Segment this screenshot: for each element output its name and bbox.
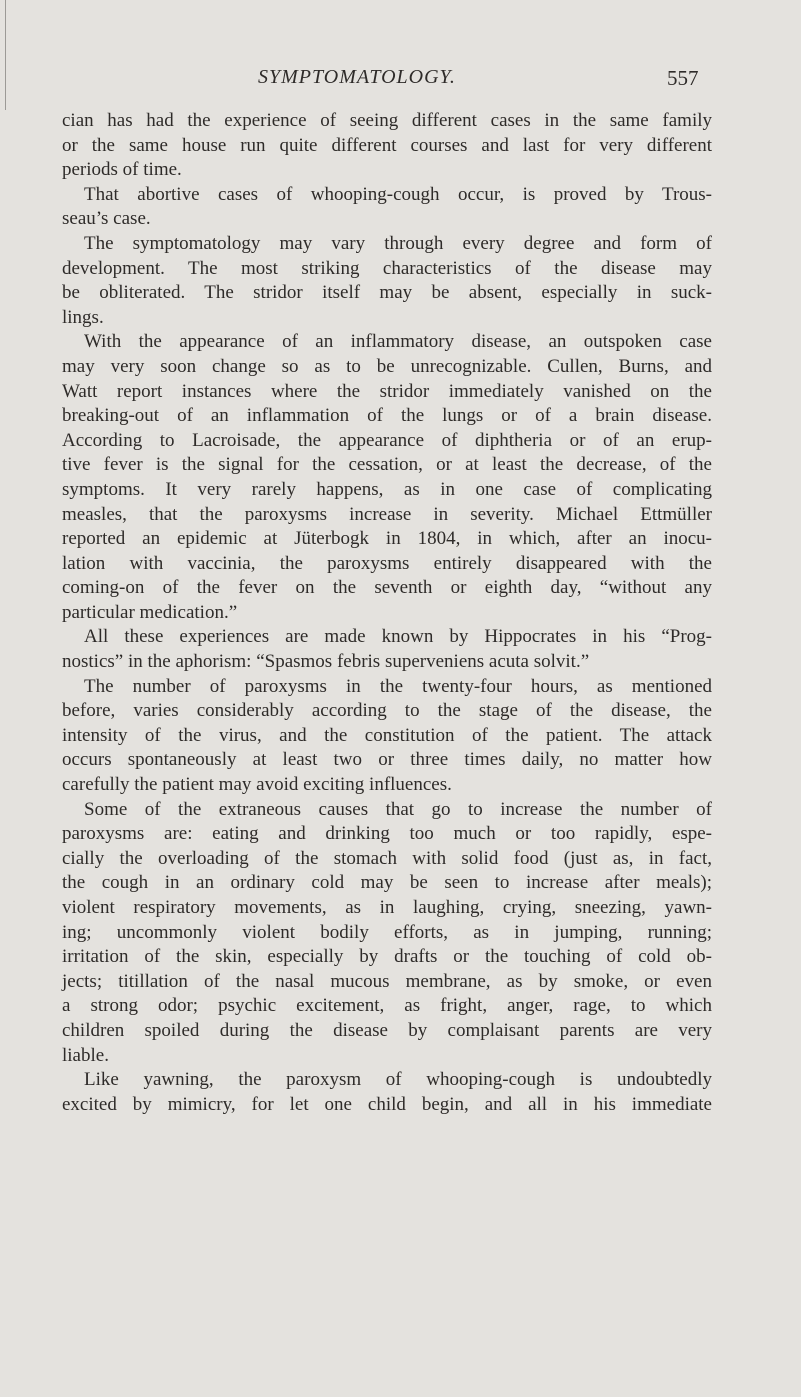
text-line: coming-on of the fever on the seventh or eighth day, “without any [62,577,712,599]
text-line: ing; uncommonly violent bodily efforts, as in jumping, running; [62,921,712,943]
text-line: jects; titillation of the nasal mucous membrane, as by smoke, or even [62,970,712,992]
text-line: carefully the patient may avoid exciting influences. [62,774,452,796]
text-line: All these experiences are made known by Hippocrates in his “Prog- [84,626,712,648]
text-line: children spoiled during the disease by complaisant parents are very [62,1019,712,1041]
text-line: measles, that the paroxysms increase in severity. Michael Ettmüller [62,503,712,525]
text-line: breaking-out of an inflammation of the lungs or of a brain disease. [62,405,712,427]
text-line: intensity of the virus, and the constitution of the patient. The attack [62,724,712,746]
text-line: The symptomatology may vary through every degree and form of [84,232,712,254]
text-line: Watt report instances where the stridor immediately vanished on the [62,380,712,402]
text-line: be obliterated. The stridor itself may be absent, especially in suck- [62,282,712,304]
text-line: before, varies considerably according to the stage of the disease, the [62,700,712,722]
text-line: a strong odor; psychic excitement, as fright, anger, rage, to which [62,995,712,1017]
text-line: violent respiratory movements, as in laughing, crying, sneezing, yawn- [62,897,712,918]
text-line: particular medication.” [62,601,238,623]
text-line: irritation of the skin, especially by drafts or the touching of cold ob- [62,946,712,968]
text-line: reported an epidemic at Jüterbogk in 1804, in which, after an inocu- [62,528,712,550]
text-line: development. The most striking characteristics of the disease may [62,257,712,279]
text-line: cially the overloading of the stomach with solid food (just as, in fact, [62,847,712,869]
text-line: With the appearance of an inflammatory disease, an outspoken case [84,331,712,353]
text-line: paroxysms are: eating and drinking too much or too rapidly, espe- [62,823,712,845]
text-line: symptoms. It very rarely happens, as in one case of complicating [62,478,712,500]
page-number: 557 [667,66,699,90]
text-line: liable. [62,1044,109,1066]
text-line: may very soon change so as to be unrecognizable. Cullen, Burns, and [62,355,712,377]
text-line: cian has had the experience of seeing different cases in the same family [62,110,712,131]
body-text [62,109,712,1117]
text-line: periods of time. [62,159,182,181]
text-line: excited by mimicry, for let one child begin, and all in his immediate [62,1093,712,1115]
text-line: nostics” in the aphorism: “Spasmos febris superveniens acuta solvit.” [62,651,590,673]
text-line: seau’s case. [62,208,151,230]
text-line: lation with vaccinia, the paroxysms entirely disappeared with the [62,552,712,574]
text-line: or the same house run quite different courses and last for very different [62,134,712,156]
running-header [0,66,801,98]
text-line: Some of the extraneous causes that go to increase the number of [84,798,712,820]
text-line: The number of paroxysms in the twenty-four hours, as mentioned [84,675,712,697]
text-line: the cough in an ordinary cold may be seen to increase after meals); [62,872,712,894]
text-line: According to Lacroisade, the appearance of diphtheria or of an erup- [62,429,712,451]
text-line: That abortive cases of whooping-cough occur, is proved by Trous- [84,183,712,205]
text-line: tive fever is the signal for the cessation, or at least the decrease, of the [62,454,712,476]
text-line: Like yawning, the paroxysm of whooping-cough is undoubtedly [84,1069,712,1091]
text-line: lings. [62,306,104,328]
running-title: SYMPTOMATOLOGY. [258,66,456,88]
text-line: occurs spontaneously at least two or three times daily, no matter how [62,749,712,771]
